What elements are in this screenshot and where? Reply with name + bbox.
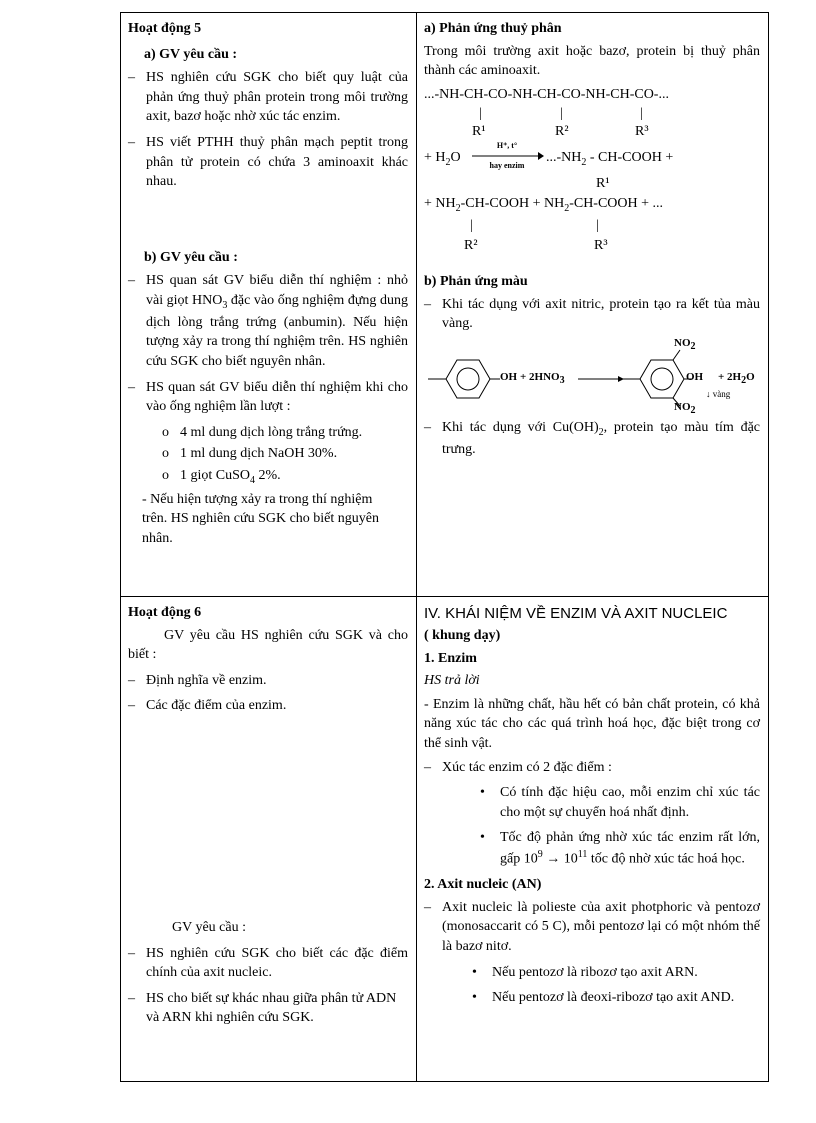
arrow-condition-top: H⁺, t° [496,141,518,151]
heading-enzyme: 1. Enzim [424,650,477,666]
answer-label: HS trả lời [424,673,480,689]
activity-5-title: Hoạt động 5 [128,21,202,36]
list-item: – Khi tác dụng với $Cu(OH)_2$, protein tạo màu tím đặc trưng. [424,419,760,457]
part-a-heading: a) GV yêu cầu : [144,46,238,62]
nitration-reaction: OH + $2HNO_3$ $NO_2$ OH $NO_2$ + $2H_2O$ ↓ vàng [424,340,760,418]
list-item: – Định nghĩa về enzim. [128,672,267,688]
enzyme-definition: - Enzim là những chất, hầu hết có bản chất protein, có khả năng xúc tác cho các quá trình hoá học, đặc biệt trong cơ thể sinh vật. [424,696,760,751]
activity-6-intro: GV yêu cầu HS nghiên cứu SGK và cho biết : [128,627,408,663]
activity-6-cell [121,597,417,1082]
heading-nucleic-acid: 2. Axit nucleic (AN) [424,877,542,893]
sub-list-item: o 1 giọt CuSO$_4$ 2%. [162,467,281,486]
list-item: – HS nghiên cứu SGK cho biết quy luật của phản ứng thuỷ phân protein trong môi trường axit, bazơ hoặc nhờ xúc tác enzim. [128,70,408,125]
bullet-item: • Tốc độ phản ứng nhờ xúc tác enzim rất lớn, gấp $10^9 \to 10^{11}$ tốc độ nhờ xúc tác hoá học. [480,830,760,867]
list-item: – HS cho biết sự khác nhau giữa phân tử ADN và ARN khi nghiên cứu SGK. [128,990,397,1026]
list-item: – Axit nucleic là polieste của axit photphoric và pentozơ (monosaccarit có 5 C), mỗi pentozơ lại có một nhóm thế là bazơ nitơ. [424,899,760,954]
list-item: – HS viết PTHH thuỷ phân mạch peptit trong phân tử protein có chứa 3 aminoaxit khác nhau. [128,134,408,190]
arrow-condition-bottom: hay enzim [489,161,525,171]
hydrolysis-equation: + $H_2O$ H⁺, t° hay enzim $...-NH_2$ - CH-COOH + [424,141,674,171]
section-note: ( khung dạy) [424,628,501,643]
closing-note: - Nếu hiện tượng xảy ra trong thí nghiệm trên. HS nghiên cứu SGK cho biết nguyên nhân. [142,491,379,546]
enzyme-cell [417,597,769,1082]
hydrolysis-cell: a) Phản ứng thuỷ phân Trong môi trường axit hoặc bazơ, protein bị thuỷ phân thành các aminoaxit. ...-NH-CH-CO-NH-CH-CO-NH-CH-CO-... | | | R¹ R² R³ + $H_2O$ H⁺, t° hay enzim $...-NH_2$ - CH-COOH + R¹ + $NH_2-CH$-COOH + $NH_2-CH$-COOH + ... | | R² R³ b) Phản ứng màu – Khi tác dụng với axit nitric, protein tạo ra kết tủa màu vàng. OH + $2HNO_3$ $NO_2$ OH $NO_2$ + $2H_2O$ ↓ vàng – Khi tác dụng với $Cu(OH)_2$, protein tạo màu tím đặc trưng. [417,13,769,597]
hydrolysis-intro: Trong môi trường axit hoặc bazơ, protein bị thuỷ phân thành các aminoaxit. [424,43,760,79]
list-item: – HS quan sát GV biểu diễn thí nghiệm : nhỏ vài giọt $HNO_3$ đặc vào ống nghiệm đựng dung dịch lòng trắng trứng (anbumin). Nếu hiện tượng xảy ra trong thí nghiệm trên. HS nghiên cứu SGK cho biết nguyên nhân. [128,273,408,369]
activity-6-intro-2: GV yêu cầu : [172,919,246,935]
list-item: – Khi tác dụng với axit nitric, protein tạo ra kết tủa màu vàng. [424,296,760,332]
sub-list-item: o 4 ml dung dịch lòng trắng trứng. [162,424,363,440]
peptide-chain: ...-NH-CH-CO-NH-CH-CO-NH-CH-CO-... [424,86,669,102]
bullet-item: • Nếu pentozơ là đeoxi-ribozơ tạo axit AND. [472,990,735,1006]
heading-color-reaction: b) Phản ứng màu [424,274,528,290]
list-item: – HS nghiên cứu SGK cho biết các đặc điểm chính của axit nucleic. [128,945,408,981]
list-item: – Các đặc điểm của enzim. [128,698,287,714]
sub-list-item: o 1 ml dung dịch NaOH 30%. [162,446,338,462]
heading-hydrolysis: a) Phản ứng thuỷ phân [424,21,562,36]
section-title: IV. KHÁI NIỆM VỀ ENZIM VÀ AXIT NUCLEIC [424,605,728,622]
list-item: – Xúc tác enzim có 2 đặc điểm : [424,759,612,775]
list-item: – HS quan sát GV biểu diễn thí nghiệm khi cho vào ống nghiệm lần lượt : [128,379,408,415]
table-row [121,597,769,1082]
bullet-item: • Có tính đặc hiệu cao, mỗi enzim chỉ xúc tác cho một sự chuyển hoá nhất định. [480,785,760,820]
chain-substituents: | | | R¹ R² R³ [472,106,649,140]
part-b-heading: b) GV yêu cầu : [144,249,238,265]
lesson-table [120,12,769,1082]
table-row [121,13,769,597]
bullet-item: • Nếu pentozơ là ribozơ tạo axit ARN. [472,964,698,980]
reaction-arrow-icon [578,374,624,384]
hydrolysis-products: + $NH_2-CH$-COOH + $NH_2-CH$-COOH + ... [424,196,664,215]
activity-6-title: Hoạt động 6 [128,605,202,620]
activity-5-cell [121,13,417,597]
